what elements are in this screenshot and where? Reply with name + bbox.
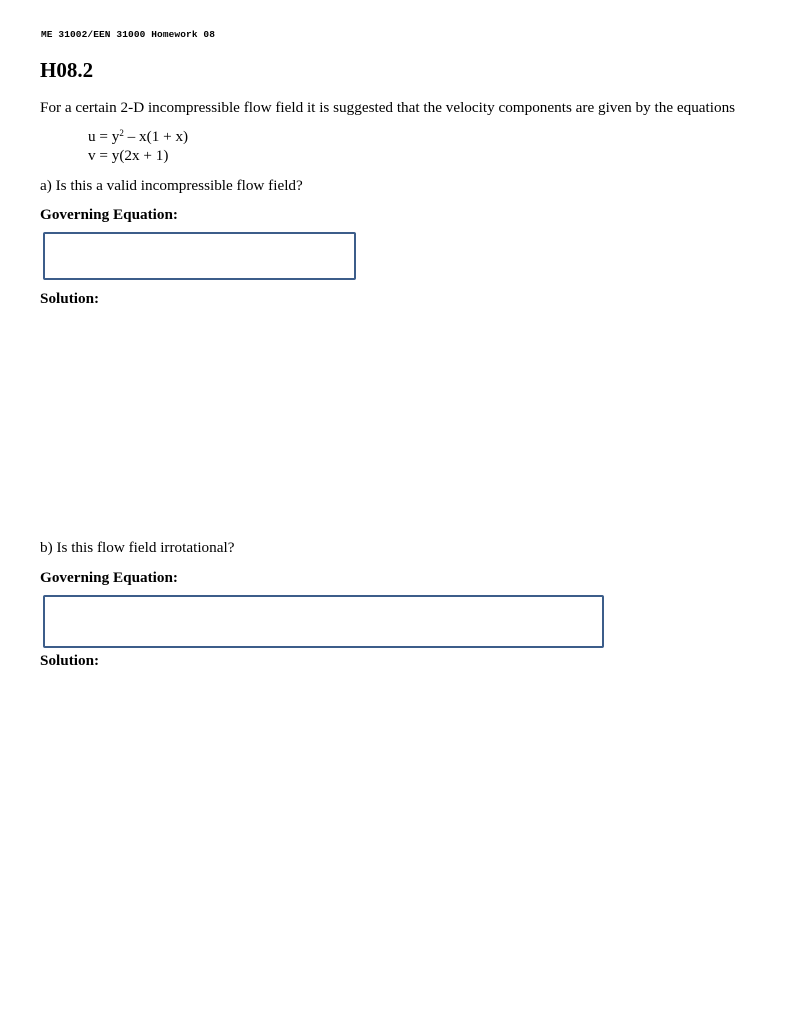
equation-u-lhs: u = y [88,128,120,145]
course-header: ME 31002/EEN 31000 Homework 08 [41,29,216,40]
governing-equation-label-a: Governing Equation: [40,206,178,223]
governing-equation-label-b: Governing Equation: [40,569,178,586]
equation-u-exponent: 2 [119,128,124,138]
problem-prompt: For a certain 2-D incompressible flow field it is suggested that the velocity components are given by the equations [40,99,736,116]
question-a: a) Is this a valid incompressible flow field? [40,177,303,194]
equation-u-rhs: – x(1 + x) [123,128,189,145]
problem-title: H08.2 [40,58,94,82]
solution-label-a: Solution: [40,290,100,307]
question-b: b) Is this flow field irrotational? [40,539,235,556]
equation-u [88,128,188,146]
governing-equation-field-a[interactable] [43,232,356,280]
solution-label-b: Solution: [40,652,100,669]
equation-v: v = y(2x + 1) [88,147,169,164]
governing-equation-field-b[interactable] [43,595,604,648]
